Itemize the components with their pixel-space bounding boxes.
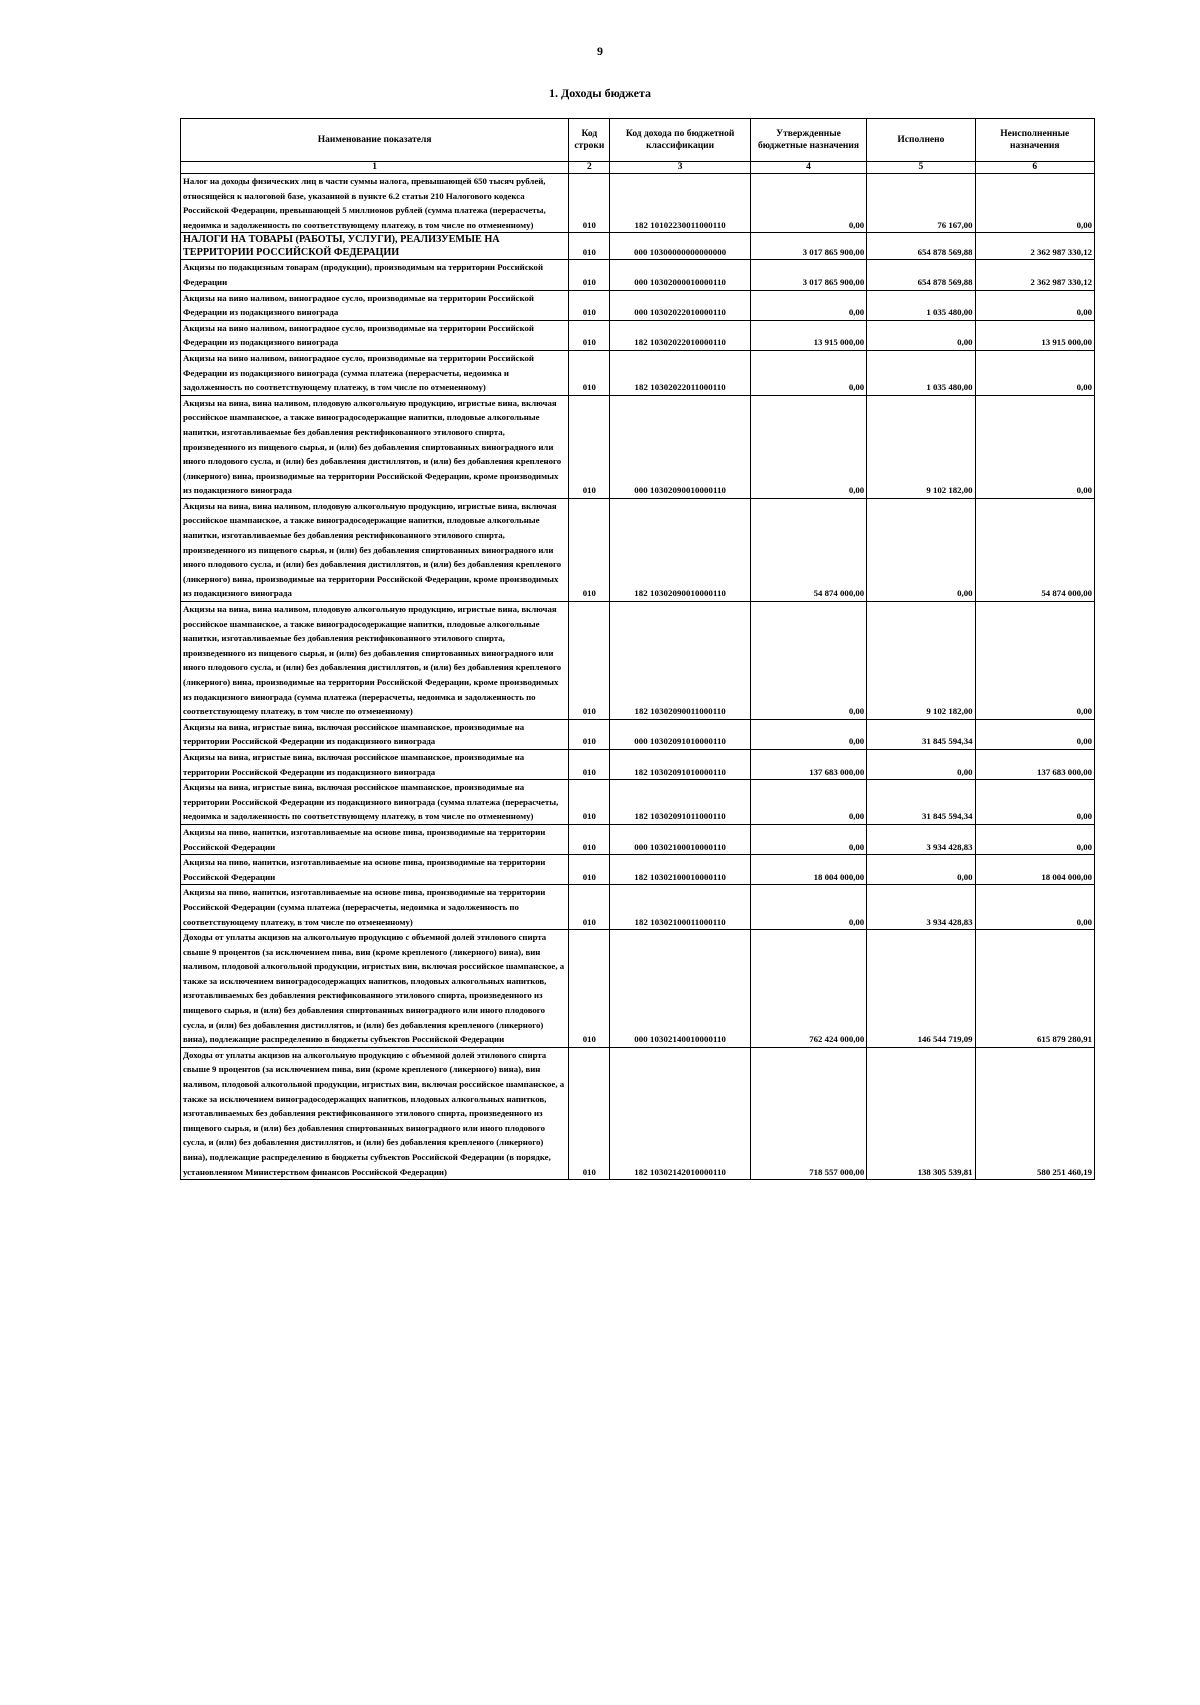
- unexecuted-amount-cell: 0,00: [975, 780, 1094, 825]
- column-number: 4: [750, 162, 866, 174]
- line-code-cell: 010: [569, 780, 610, 825]
- column-number: 3: [610, 162, 750, 174]
- header-executed: Исполнено: [867, 119, 975, 162]
- indicator-name-cell: Акцизы на вина, вина наливом, плодовую алкогольную продукцию, игристые вина, включая российское шампанское, а также виноградосодержащие напитки, плодовые алкогольные напитки, изготавливаемые без добавления ректификованного этилового спирта, произведенного из пищевого сырья, и (или) без добавления спиртованных виноградного или иного плодового сусла, и (или) без добавления дистиллятов, и (или) без добавления крепленого (ликерного) вина, производимые на территории Российской Федерации, кроме производимых из подакцизного винограда (сумма платежа (перерасчеты, недоимка и задолженность по соответствующему платежу, в том числе по отмененному): [181, 602, 569, 720]
- budget-code-cell: 182 10302100010000110: [610, 855, 750, 885]
- approved-amount-cell: 137 683 000,00: [750, 749, 866, 779]
- budget-code-cell: 182 10302100011000110: [610, 885, 750, 930]
- approved-amount-cell: 0,00: [750, 780, 866, 825]
- approved-amount-cell: 0,00: [750, 290, 866, 320]
- line-code-cell: 010: [569, 602, 610, 720]
- line-code-cell: 010: [569, 233, 610, 260]
- approved-amount-cell: 0,00: [750, 824, 866, 854]
- approved-amount-cell: 0,00: [750, 350, 866, 395]
- line-code-cell: 010: [569, 350, 610, 395]
- unexecuted-amount-cell: 0,00: [975, 602, 1094, 720]
- table-row: [181, 1047, 1095, 1179]
- page-number: 9: [597, 44, 603, 58]
- unexecuted-amount-cell: 0,00: [975, 395, 1094, 498]
- line-code-cell: 010: [569, 855, 610, 885]
- header-unexecuted: Неисполненные назначения: [975, 119, 1094, 162]
- unexecuted-amount-cell: 2 362 987 330,12: [975, 233, 1094, 260]
- column-number-row: [181, 162, 1095, 174]
- executed-amount-cell: 138 305 539,81: [867, 1047, 975, 1179]
- line-code-cell: 010: [569, 824, 610, 854]
- indicator-name-cell: Доходы от уплаты акцизов на алкогольную продукцию с объемной долей этилового спирта свыше 9 процентов (за исключением пива, вин (кроме крепленого (ликерного) вина), вин наливом, плодовой алкогольной продукции, игристых вин, включая российское шампанское, а также за исключением виноградосодержащих напитков, плодовых алкогольных напитков, изготавливаемых без добавления ректификованного этилового спирта, произведенного из пищевого сырья, и (или) без добавления спиртованных виноградного или иного плодового сусла, и (или) без добавления дистиллятов, и (или) без добавления крепленого (ликерного) вина), подлежащие распределению в бюджеты субъектов Российской Федерации (в порядке, установленном Министерством финансов Российской Федерации): [181, 1047, 569, 1179]
- budget-code-cell: 182 10302091010000110: [610, 749, 750, 779]
- table-row: [181, 719, 1095, 749]
- line-code-cell: 010: [569, 749, 610, 779]
- executed-amount-cell: 1 035 480,00: [867, 350, 975, 395]
- unexecuted-amount-cell: 615 879 280,91: [975, 930, 1094, 1048]
- approved-amount-cell: 0,00: [750, 174, 866, 233]
- executed-amount-cell: 0,00: [867, 320, 975, 350]
- unexecuted-amount-cell: 13 915 000,00: [975, 320, 1094, 350]
- table-row: [181, 930, 1095, 1048]
- indicator-name-cell: Акцизы на вина, вина наливом, плодовую алкогольную продукцию, игристые вина, включая российское шампанское, а также виноградосодержащие напитки, плодовые алкогольные напитки, изготавливаемые без добавления ректификованного этилового спирта, произведенного из пищевого сырья, и (или) без добавления спиртованных виноградного или иного плодового сусла, и (или) без добавления дистиллятов, и (или) без добавления крепленого (ликерного) вина, производимые на территории Российской Федерации, кроме производимых из подакцизного винограда: [181, 498, 569, 601]
- approved-amount-cell: 18 004 000,00: [750, 855, 866, 885]
- line-code-cell: 010: [569, 320, 610, 350]
- revenue-table: [180, 118, 1095, 1180]
- column-number: 2: [569, 162, 610, 174]
- approved-amount-cell: 762 424 000,00: [750, 930, 866, 1048]
- executed-amount-cell: 3 934 428,83: [867, 824, 975, 854]
- indicator-name-cell: Акцизы на пиво, напитки, изготавливаемые на основе пива, производимые на территории Российской Федерации (сумма платежа (перерасчеты, недоимка и задолженность по соответствующему платежу, в том числе по отмененному): [181, 885, 569, 930]
- indicator-name-cell: Акцизы по подакцизным товарам (продукции), производимым на территории Российской Федерации: [181, 260, 569, 290]
- unexecuted-amount-cell: 0,00: [975, 719, 1094, 749]
- header-name: Наименование показателя: [181, 119, 569, 162]
- approved-amount-cell: 0,00: [750, 885, 866, 930]
- table-row: [181, 233, 1095, 260]
- approved-amount-cell: 0,00: [750, 719, 866, 749]
- indicator-name-cell: Акцизы на вина, игристые вина, включая российское шампанское, производимые на территории Российской Федерации из подакцизного винограда: [181, 749, 569, 779]
- table-row: [181, 824, 1095, 854]
- unexecuted-amount-cell: 0,00: [975, 174, 1094, 233]
- budget-code-cell: 182 10302022010000110: [610, 320, 750, 350]
- line-code-cell: 010: [569, 930, 610, 1048]
- unexecuted-amount-cell: 18 004 000,00: [975, 855, 1094, 885]
- indicator-name-cell: Акцизы на вино наливом, виноградное сусло, производимые на территории Российской Федерации из подакцизного винограда: [181, 320, 569, 350]
- budget-code-cell: 000 10302091010000110: [610, 719, 750, 749]
- executed-amount-cell: 654 878 569,88: [867, 233, 975, 260]
- unexecuted-amount-cell: 0,00: [975, 824, 1094, 854]
- executed-amount-cell: 31 845 594,34: [867, 780, 975, 825]
- budget-code-cell: 000 10300000000000000: [610, 233, 750, 260]
- executed-amount-cell: 3 934 428,83: [867, 885, 975, 930]
- unexecuted-amount-cell: 0,00: [975, 885, 1094, 930]
- table-row: [181, 320, 1095, 350]
- budget-code-cell: 000 10302140010000110: [610, 930, 750, 1048]
- executed-amount-cell: 146 544 719,09: [867, 930, 975, 1048]
- budget-code-cell: 182 10302090011000110: [610, 602, 750, 720]
- budget-code-cell: 182 10102230011000110: [610, 174, 750, 233]
- executed-amount-cell: 0,00: [867, 855, 975, 885]
- table-row: [181, 350, 1095, 395]
- budget-code-cell: 000 10302000010000110: [610, 260, 750, 290]
- budget-code-cell: 182 10302090010000110: [610, 498, 750, 601]
- column-number: 6: [975, 162, 1094, 174]
- header-line-code: Код строки: [569, 119, 610, 162]
- line-code-cell: 010: [569, 719, 610, 749]
- executed-amount-cell: 1 035 480,00: [867, 290, 975, 320]
- approved-amount-cell: 718 557 000,00: [750, 1047, 866, 1179]
- budget-code-cell: 182 10302022011000110: [610, 350, 750, 395]
- budget-code-cell: 000 10302100010000110: [610, 824, 750, 854]
- approved-amount-cell: 0,00: [750, 602, 866, 720]
- header-approved: Утвержденные бюджетные назначения: [750, 119, 866, 162]
- table-row: [181, 749, 1095, 779]
- table-row: [181, 855, 1095, 885]
- budget-code-cell: 182 10302091011000110: [610, 780, 750, 825]
- table-row: [181, 602, 1095, 720]
- budget-code-cell: 182 10302142010000110: [610, 1047, 750, 1179]
- indicator-name-cell: НАЛОГИ НА ТОВАРЫ (РАБОТЫ, УСЛУГИ), РЕАЛИЗУЕМЫЕ НА ТЕРРИТОРИИ РОССИЙСКОЙ ФЕДЕРАЦИИ: [181, 233, 569, 260]
- approved-amount-cell: 54 874 000,00: [750, 498, 866, 601]
- line-code-cell: 010: [569, 260, 610, 290]
- table-row: [181, 885, 1095, 930]
- executed-amount-cell: 31 845 594,34: [867, 719, 975, 749]
- executed-amount-cell: 654 878 569,88: [867, 260, 975, 290]
- indicator-name-cell: Акцизы на вина, игристые вина, включая российское шампанское, производимые на территории Российской Федерации из подакцизного винограда (сумма платежа (перерасчеты, недоимка и задолженность по соответствующему платежу, в том числе по отмененному): [181, 780, 569, 825]
- executed-amount-cell: 9 102 182,00: [867, 602, 975, 720]
- approved-amount-cell: 0,00: [750, 395, 866, 498]
- line-code-cell: 010: [569, 290, 610, 320]
- executed-amount-cell: 0,00: [867, 749, 975, 779]
- section-title: 1. Доходы бюджета: [548, 86, 652, 100]
- budget-code-cell: 000 10302022010000110: [610, 290, 750, 320]
- executed-amount-cell: 76 167,00: [867, 174, 975, 233]
- table-row: [181, 260, 1095, 290]
- executed-amount-cell: 0,00: [867, 498, 975, 601]
- table-header-row: [181, 119, 1095, 162]
- unexecuted-amount-cell: 0,00: [975, 350, 1094, 395]
- approved-amount-cell: 3 017 865 900,00: [750, 233, 866, 260]
- line-code-cell: 010: [569, 498, 610, 601]
- indicator-name-cell: Налог на доходы физических лиц в части суммы налога, превышающей 650 тысяч рублей, относящейся к налоговой базе, указанной в пункте 6.2 статьи 210 Налогового кодекса Российской Федерации, превышающей 5 миллионов рублей (сумма платежа (перерасчеты, недоимка и задолженность по соответствующему платежу, в том числе по отмененному): [181, 174, 569, 233]
- table-row: [181, 780, 1095, 825]
- unexecuted-amount-cell: 137 683 000,00: [975, 749, 1094, 779]
- header-budget-code: Код дохода по бюджетной классификации: [610, 119, 750, 162]
- budget-code-cell: 000 10302090010000110: [610, 395, 750, 498]
- table-row: [181, 290, 1095, 320]
- indicator-name-cell: Акцизы на пиво, напитки, изготавливаемые на основе пива, производимые на территории Российской Федерации: [181, 855, 569, 885]
- indicator-name-cell: Акцизы на пиво, напитки, изготавливаемые на основе пива, производимые на территории Российской Федерации: [181, 824, 569, 854]
- unexecuted-amount-cell: 0,00: [975, 290, 1094, 320]
- approved-amount-cell: 13 915 000,00: [750, 320, 866, 350]
- unexecuted-amount-cell: 580 251 460,19: [975, 1047, 1094, 1179]
- line-code-cell: 010: [569, 174, 610, 233]
- line-code-cell: 010: [569, 885, 610, 930]
- indicator-name-cell: Акцизы на вино наливом, виноградное сусло, производимые на территории Российской Федерации из подакцизного винограда: [181, 290, 569, 320]
- table-body: [181, 174, 1095, 1180]
- table-row: [181, 174, 1095, 233]
- executed-amount-cell: 9 102 182,00: [867, 395, 975, 498]
- unexecuted-amount-cell: 2 362 987 330,12: [975, 260, 1094, 290]
- approved-amount-cell: 3 017 865 900,00: [750, 260, 866, 290]
- indicator-name-cell: Акцизы на вино наливом, виноградное сусло, производимые на территории Российской Федерации из подакцизного винограда (сумма платежа (перерасчеты, недоимка и задолженность по соответствующему платежу, в том числе по отмененному): [181, 350, 569, 395]
- column-number: 5: [867, 162, 975, 174]
- table-row: [181, 498, 1095, 601]
- line-code-cell: 010: [569, 1047, 610, 1179]
- indicator-name-cell: Доходы от уплаты акцизов на алкогольную продукцию с объемной долей этилового спирта свыше 9 процентов (за исключением пива, вин (кроме крепленого (ликерного) вина), вин наливом, плодовой алкогольной продукции, игристых вин, включая российское шампанское, а также за исключением виноградосодержащих напитков, плодовых алкогольных напитков, изготавливаемых без добавления ректификованного этилового спирта, произведенного из пищевого сырья, и (или) без добавления спиртованных виноградного или иного плодового сусла, и (или) без добавления дистиллятов, и (или) без добавления крепленого (ликерного) вина), подлежащие распределению в бюджеты субъектов Российской Федерации: [181, 930, 569, 1048]
- indicator-name-cell: Акцизы на вина, вина наливом, плодовую алкогольную продукцию, игристые вина, включая российское шампанское, а также виноградосодержащие напитки, плодовые алкогольные напитки, изготавливаемые без добавления ректификованного этилового спирта, произведенного из пищевого сырья, и (или) без добавления спиртованных виноградного или иного плодового сусла, и (или) без добавления дистиллятов, и (или) без добавления крепленого (ликерного) вина, производимые на территории Российской Федерации, кроме производимых из подакцизного винограда: [181, 395, 569, 498]
- indicator-name-cell: Акцизы на вина, игристые вина, включая российское шампанское, производимые на территории Российской Федерации из подакцизного винограда: [181, 719, 569, 749]
- unexecuted-amount-cell: 54 874 000,00: [975, 498, 1094, 601]
- line-code-cell: 010: [569, 395, 610, 498]
- table-row: [181, 395, 1095, 498]
- column-number: 1: [181, 162, 569, 174]
